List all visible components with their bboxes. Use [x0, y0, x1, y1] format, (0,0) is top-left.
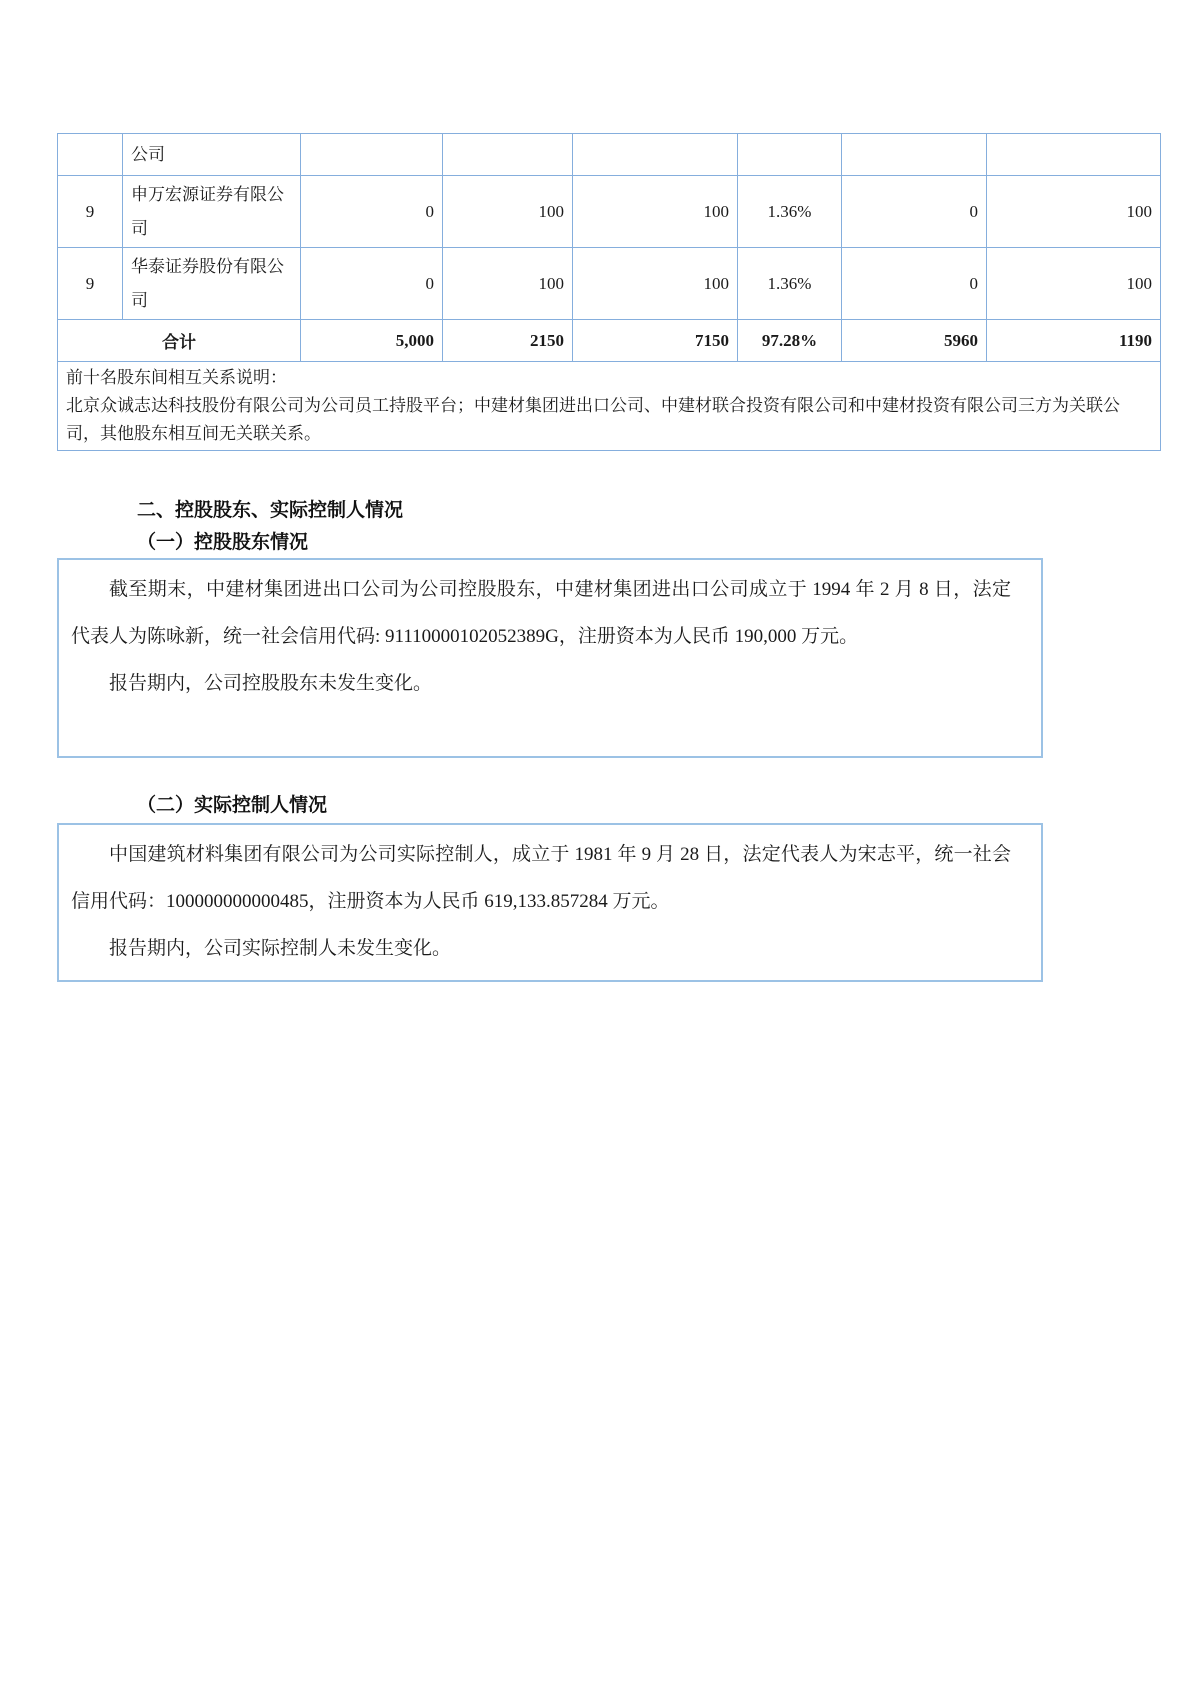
- relationship-notes-body: 北京众诚志达科技股份有限公司为公司员工持股平台；中建材集团进出口公司、中建材联合投资有限公司和中建材投资有限公司三方为关联公司，其他股东相互间无关联关系。: [66, 396, 1120, 443]
- controlling-shareholder-change-note: 报告期内，公司控股股东未发生变化。: [109, 673, 433, 694]
- actual-controller-change-note: 报告期内，公司实际控制人未发生变化。: [109, 938, 452, 959]
- value-cell: 0: [301, 176, 443, 248]
- subsection-heading-actual-controller: （二）实际控制人情况: [137, 795, 328, 816]
- name-cell: 华泰证券股份有限公司: [123, 248, 301, 320]
- value-cell: [573, 134, 738, 176]
- value-cell: 100: [443, 248, 573, 320]
- total-value-cell: 1190: [987, 320, 1161, 362]
- total-value-cell: 2150: [443, 320, 573, 362]
- table-row: [58, 248, 1161, 320]
- section-heading-controlling-and-actual: 二、控股股东、实际控制人情况: [137, 500, 404, 521]
- total-value-cell: 7150: [573, 320, 738, 362]
- total-percent-cell: 97.28%: [738, 320, 842, 362]
- percent-cell: 1.36%: [738, 176, 842, 248]
- total-value-cell: 5960: [842, 320, 987, 362]
- value-cell: 0: [301, 248, 443, 320]
- total-value-cell: 5,000: [301, 320, 443, 362]
- value-cell: 100: [987, 176, 1161, 248]
- value-cell: 0: [842, 248, 987, 320]
- table-total-row: [58, 320, 1161, 362]
- value-cell: [443, 134, 573, 176]
- rank-cell: 9: [58, 248, 123, 320]
- name-cell: 公司: [123, 134, 301, 176]
- actual-controller-paragraph: 中国建筑材料集团有限公司为公司实际控制人，成立于 1981 年 9 月 28 日，法定代表人为宋志平，统一社会信用代码：100000000000485，注册资本为人民币 619,133.857284 万元。: [71, 844, 1011, 912]
- relationship-notes-title: 前十名股东间相互关系说明：: [66, 368, 287, 387]
- shareholder-table: [57, 133, 1161, 451]
- rank-cell: 9: [58, 176, 123, 248]
- value-cell: [842, 134, 987, 176]
- actual-controller-box: [57, 823, 1043, 982]
- value-cell: 0: [842, 176, 987, 248]
- controlling-shareholder-box: [57, 558, 1043, 758]
- controlling-shareholder-paragraph: 截至期末，中建材集团进出口公司为公司控股股东，中建材集团进出口公司成立于 1994 年 2 月 8 日，法定代表人为陈咏新，统一社会信用代码: 91110000102052389G，注册资本为人民币 190,000 万元。: [71, 579, 1011, 647]
- total-label-cell: 合计: [58, 320, 301, 362]
- value-cell: 100: [443, 176, 573, 248]
- value-cell: 100: [573, 248, 738, 320]
- value-cell: 100: [987, 248, 1161, 320]
- table-notes-row: [58, 362, 1161, 451]
- relationship-notes-cell: [58, 362, 1161, 451]
- value-cell: [987, 134, 1161, 176]
- percent-cell: [738, 134, 842, 176]
- value-cell: 100: [573, 176, 738, 248]
- percent-cell: 1.36%: [738, 248, 842, 320]
- table-row: [58, 176, 1161, 248]
- subsection-heading-controlling-shareholder: （一）控股股东情况: [137, 532, 309, 553]
- table-row-continuation: [58, 134, 1161, 176]
- value-cell: [301, 134, 443, 176]
- name-cell: 申万宏源证券有限公司: [123, 176, 301, 248]
- rank-cell: [58, 134, 123, 176]
